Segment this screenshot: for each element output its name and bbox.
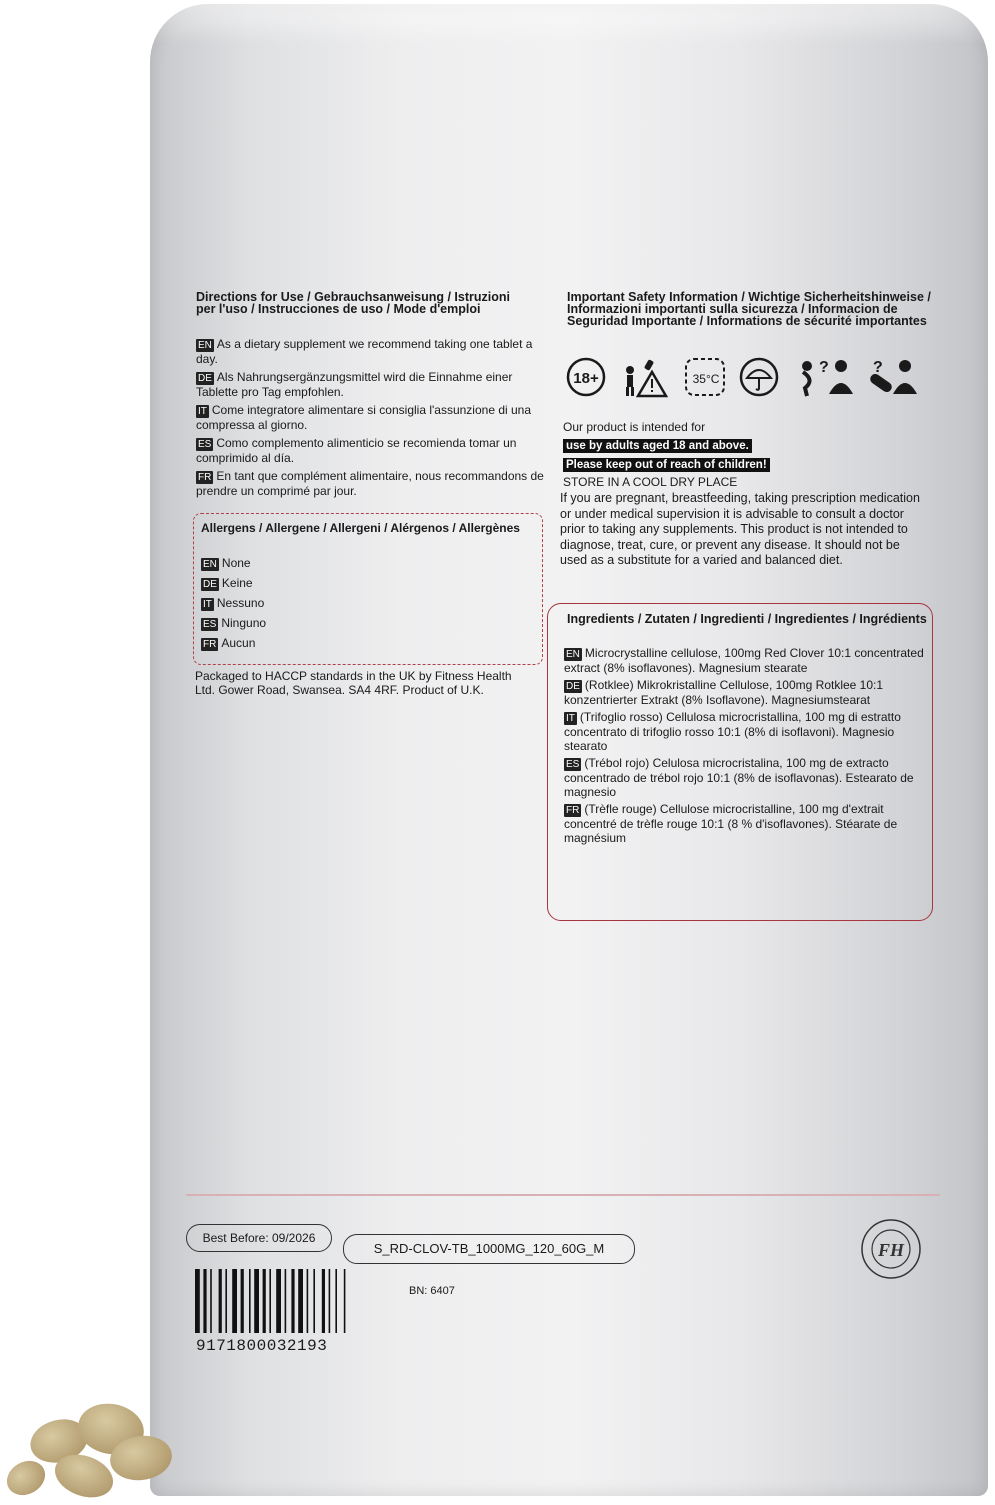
adults-highlight: use by adults aged 18 and above. [563, 439, 752, 453]
barcode-bar [276, 1269, 281, 1333]
barcode-bar [344, 1269, 346, 1333]
adults-only-icon [565, 356, 609, 398]
allergen-item [201, 596, 501, 611]
allergen-item-text: Keine [221, 576, 253, 590]
direction-item-text: En tant que complément alimentaire, nous recommandons de prendre un comprimé par jour. [196, 469, 544, 498]
language-code-badge: EN [566, 649, 580, 660]
barcode-bar [225, 1269, 227, 1333]
direction-item-text: Als Nahrungsergänzungsmittel wird die Einnahme einer Tablette pro Tag empfohlen. [196, 370, 513, 399]
language-code-badge: DE [198, 373, 212, 384]
fitness-health-logo [860, 1218, 922, 1280]
ingredient-item [564, 678, 924, 707]
directions-heading: Directions for Use / Gebrauchsanweisung / Istruzioni per l'uso / Instrucciones de uso / Mode d'emploi [196, 290, 510, 316]
language-code-badge: ES [203, 619, 217, 630]
barcode-bar [203, 1269, 206, 1333]
allergen-item [201, 556, 501, 571]
ingredient-item-text: Microcrystalline cellulose, 100mg Red Clover 10:1 concentrated extract (8% isoflavones). Magnesium stearate [564, 646, 924, 675]
direction-item [196, 370, 548, 399]
allergen-item [201, 636, 501, 651]
allergen-item [201, 576, 501, 591]
direction-item [196, 469, 548, 498]
language-code-badge: DE [203, 579, 217, 590]
language-code-badge: EN [198, 340, 212, 351]
age-label: 18+ [573, 370, 599, 387]
allergen-item-text: Nessuno [216, 596, 265, 610]
ingredients-heading: Ingredients / Zutaten / Ingredienti / Ingredientes / Ingrédients [567, 612, 927, 626]
allergen-item-text: None [221, 556, 251, 570]
ingredient-item-text: (Trèfle rouge) Cellulose microcristalline, 100 mg d'extrait concentré de trèfle rouge 10:1 (8 % d'isoflavones). Stéarate de magnésium [564, 802, 898, 845]
direction-item [196, 337, 548, 366]
temperature-label: 35°C [692, 372, 720, 386]
barcode-bar [263, 1269, 266, 1333]
allergen-item-text: Aucun [221, 636, 256, 650]
ingredient-item [564, 756, 924, 799]
svg-text:FH: FH [877, 1240, 905, 1260]
barcode-bar [219, 1269, 222, 1333]
safety-heading: Important Safety Information / Wichtige Sicherheitshinweise / Informazioni importanti sulla sicurezza / Informacion de Seguridad Importante / Informations de sécurité importantes [567, 290, 931, 328]
ingredient-item [564, 646, 924, 675]
barcode-bar [249, 1269, 251, 1333]
barcode-bar [291, 1269, 294, 1333]
pouch-seal [150, 4, 988, 44]
ingredient-item-text: (Trifoglio rosso) Cellulosa microcristallina, 100 mg di estratto concentrato di trifoglio rosso 10:1 (8% di isoflavoni). Magnesio stearato [564, 710, 901, 753]
allergen-item [201, 616, 501, 631]
language-code-badge: ES [198, 439, 212, 450]
barcode-number: 9171800032193 [196, 1337, 328, 1355]
ingredient-item-text: (Trébol rojo) Celulosa microcristalina, 100 mg de extracto concentrado de trébol rojo 10:1 (8% de isoflavonas). Estearato de magnesio [564, 756, 914, 799]
barcode [193, 1269, 393, 1335]
language-code-badge: DE [566, 681, 580, 692]
medication-doctor-icon [865, 356, 921, 398]
svg-text:?: ? [873, 359, 883, 376]
language-code-badge: FR [566, 805, 580, 816]
barcode-bar [313, 1269, 315, 1333]
sku-badge: S_RD-CLOV-TB_1000MG_120_60G_M [343, 1234, 635, 1264]
intended-text: Our product is intended for [563, 420, 706, 434]
keep-from-children-icon [618, 356, 670, 398]
storage-text: STORE IN A COOL DRY PLACE [563, 475, 738, 489]
direction-item-text: Come integratore alimentare si consiglia l'assunzione di una compressa al giorno. [196, 403, 532, 432]
barcode-bar [335, 1269, 337, 1333]
language-code-badge: IT [566, 713, 575, 724]
directions-list [196, 337, 548, 502]
ingredient-item [564, 802, 924, 845]
ingredient-item [564, 710, 924, 753]
barcode-bar [322, 1269, 325, 1333]
packaged-info: Packaged to HACCP standards in the UK by Fitness Health Ltd. Gower Road, Swansea. SA4 4RF. Product of U.K. [195, 669, 512, 697]
barcode-bar [195, 1269, 200, 1333]
barcode-bar [254, 1269, 259, 1333]
allergen-item-text: Ninguno [221, 616, 267, 630]
barcode-bar [269, 1269, 271, 1333]
language-code-badge: ES [566, 759, 580, 770]
barcode-bar [232, 1269, 237, 1333]
barcode-bar [329, 1269, 331, 1333]
svg-text:?: ? [819, 359, 829, 376]
safety-warning: If you are pregnant, breastfeeding, taking prescription medication or under medical supervision it is advisable to consult a doctor prior to taking any supplements. This product is not intended to diagnose, treat, cure, or prevent any disease. It should not be used as a substitute for a varied and balanced diet. [560, 491, 920, 567]
ingredients-list [564, 646, 924, 848]
pregnancy-doctor-icon [793, 356, 857, 398]
barcode-bar [307, 1269, 309, 1333]
divider [186, 1194, 940, 1196]
language-code-badge: FR [203, 639, 217, 650]
keep-dry-icon [737, 356, 783, 398]
allergens-heading: Allergens / Allergene / Allergeni / Alérgenos / Allergènes [201, 521, 520, 535]
direction-item [196, 436, 548, 465]
direction-item-text: As a dietary supplement we recommend taking one tablet a day. [196, 337, 533, 366]
language-code-badge: EN [203, 559, 217, 570]
barcode-bar [241, 1269, 244, 1333]
barcode-bar [210, 1269, 212, 1333]
barcode-bar [285, 1269, 287, 1333]
language-code-badge: FR [198, 472, 212, 483]
language-code-badge: IT [203, 599, 212, 610]
barcode-bar [298, 1269, 303, 1333]
direction-item-text: Como complemento alimenticio se recomienda tomar un comprimido al día. [196, 436, 517, 465]
allergens-list [201, 556, 501, 656]
batch-number: BN: 6407 [409, 1285, 455, 1297]
best-before-badge: Best Before: 09/2026 [186, 1224, 332, 1252]
temperature-icon [683, 356, 729, 398]
ingredient-item-text: (Rotklee) Mikrokristalline Cellulose, 100mg Rotklee 10:1 konzentrierter Extrakt (8% Isoflavone). Magnesiumstearat [564, 678, 884, 707]
children-highlight: Please keep out of reach of children! [563, 458, 770, 472]
direction-item [196, 403, 548, 432]
language-code-badge: IT [198, 406, 207, 417]
